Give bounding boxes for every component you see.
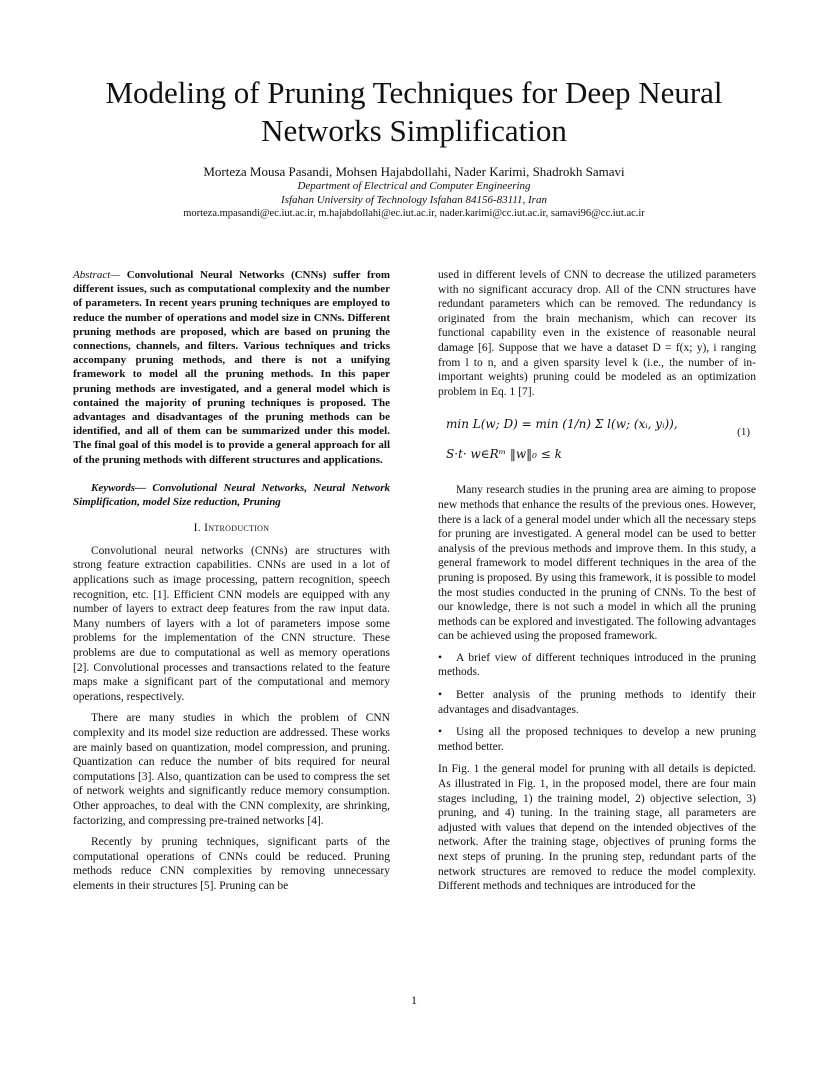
bullet-icon: • xyxy=(438,651,443,664)
equation-number: (1) xyxy=(737,426,750,439)
intro-paragraph-1: Convolutional neural networks (CNNs) are structures with strong feature extraction capabilities. CNNs are used in a lot of applications such as image processing, pattern recognition, speech recognition, etc. [1]. Efficient CNN models are equipped with any number of layers to extract deep features from the raw input data. Many numbers of layers with a lot of parameters impose some problems for the implementation of the CNN structure. These problems are due to computational as well as memory operations [2]. Convolutional processes and transactions related to the feature maps make a significant part of the computational and memory operations, respectively. xyxy=(73,544,390,703)
bullet-text: Using all the proposed techniques to develop a new pruning method better. xyxy=(438,726,756,753)
page-number: 1 xyxy=(411,993,417,1007)
right-paragraph-3: In Fig. 1 the general model for pruning with all details is depicted. As illustrated in Fig. 1, in the proposed model, there are four main stages including, 1) the training model, 2) objective selection, 3) pruning, and 4) tuning. In the training stage, all parameters are adjusted with values that depend on the intended objectives of the network. After the training stage, objectives of pruning forms the next steps of pruning. In the pruning step, redundant parts of the network structures are removed to reduce the model complexity. Different methods and techniques are introduced for the xyxy=(438,763,756,893)
university: Isfahan University of Technology Isfahan 84156-83111, Iran xyxy=(281,194,547,206)
section-heading-introduction: I. Introduction xyxy=(193,522,270,535)
equation-1 xyxy=(438,409,756,471)
keywords xyxy=(73,481,390,509)
left-column xyxy=(73,268,390,901)
abstract-text: Convolutional Neural Networks (CNNs) suffer from different issues, such as computational complexity and the number of parameters. In recent years pruning techniques are employed to reduce the number of operations and model size in CNNs. Different pruning methods are proposed, which are based on pruning the connections, channels, and filters. Various techniques and tricks accompany pruning methods, and there is not a unifying framework to model all the pruning methods. In this paper pruning methods are investigated, and a general model which is contained the majority of pruning techniques is proposed. The advantages and disadvantages of the pruning methods can be identified, and all of them can be summarized under this model. The final goal of this model is to provide a general approach for all of the pruning methods with different structures and applications. xyxy=(73,269,391,466)
right-paragraph-1: used in different levels of CNN to decrease the utilized parameters with no significant accuracy drop. All of the CNN structures have redundant parameters which can be removed. The redundancy is originated from the brain mechanism, which can recover its functional capability even in the existence of reasonable neural damage [6]. Suppose that we have a dataset D = f(x; y), i ranging from l to n, and a given sparsity level k (i.e., the number of in-important weights) pruning could be modeled as an optimization problem in Eq. 1 [7]. xyxy=(438,269,756,398)
author-list: Morteza Mousa Pasandi, Mohsen Hajabdollahi, Nader Karimi, Shadrokh Samavi xyxy=(203,164,625,179)
bullet-item xyxy=(438,725,756,754)
keywords-label: Keywords— xyxy=(91,481,146,494)
equation-objective: min L(w; D) = min (1/n) Σ l(w; (xᵢ, yᵢ)), xyxy=(446,417,678,432)
abstract-label: Abstract— xyxy=(73,269,121,281)
keywords-text: Convolutional Neural Networks, Neural Network Simplification, model Size reduction, Pruning xyxy=(73,481,391,509)
equation-constraint: S·t· w∈Rᵐ ‖w‖₀ ≤ k xyxy=(446,447,562,462)
right-column xyxy=(438,268,756,901)
bullet-icon: • xyxy=(438,689,443,702)
department: Department of Electrical and Computer Engineering xyxy=(297,180,531,192)
right-paragraph-2: Many research studies in the pruning area are aiming to propose new methods that enhance the results of the previous ones. However, there is a lack of a general model under which all the necessary steps for pruning are investigated. A general model can be used to better analysis of the previous methods and improve them. In this study, a general framework to model different techniques in the area of the pruning is proposed. By using this framework, it is possible to model the most studies conducted in the pruning of CNNs. To the best of our knowledge, there is not such a model in which all the pruning methods can be explored and investigated. The following advantages can be achieved using the proposed framework. xyxy=(438,484,756,643)
intro-paragraph-3: Recently by pruning techniques, significant parts of the computational operations of CNNs could be reduced. Pruning methods reduce CNN complexities by removing unnecessary elements in their structures [5]. Pruning can be xyxy=(73,836,390,892)
bullet-item xyxy=(438,688,756,717)
intro-paragraph-2: There are many studies in which the problem of CNN complexity and its model size reduction are addressed. These works are mainly based on quantization, model compression, and pruning. Quantization can reduce the number of bits required for neural computations [3]. Also, quantization can be used to compress the set of network weights and significantly reduce memory consumption. Other approaches, to deal with the CNN complexity, are shrinking, factorizing, and compressing pre-trained networks [4]. xyxy=(73,712,390,827)
author-emails: morteza.mpasandi@ec.iut.ac.ir, m.hajabdollahi@ec.iut.ac.ir, nader.karimi@cc.iut.ac.ir, samavi96@cc.iut.ac.ir xyxy=(183,208,645,219)
bullet-item xyxy=(438,651,756,680)
bullet-icon: • xyxy=(438,726,443,739)
bullet-text: Better analysis of the pruning methods to identify their advantages and disadvantages. xyxy=(438,689,756,716)
abstract xyxy=(73,268,390,467)
paper-title: Modeling of Pruning Techniques for Deep Neural Networks Simplification xyxy=(105,75,723,148)
bullet-text: A brief view of different techniques introduced in the pruning methods. xyxy=(438,651,756,679)
